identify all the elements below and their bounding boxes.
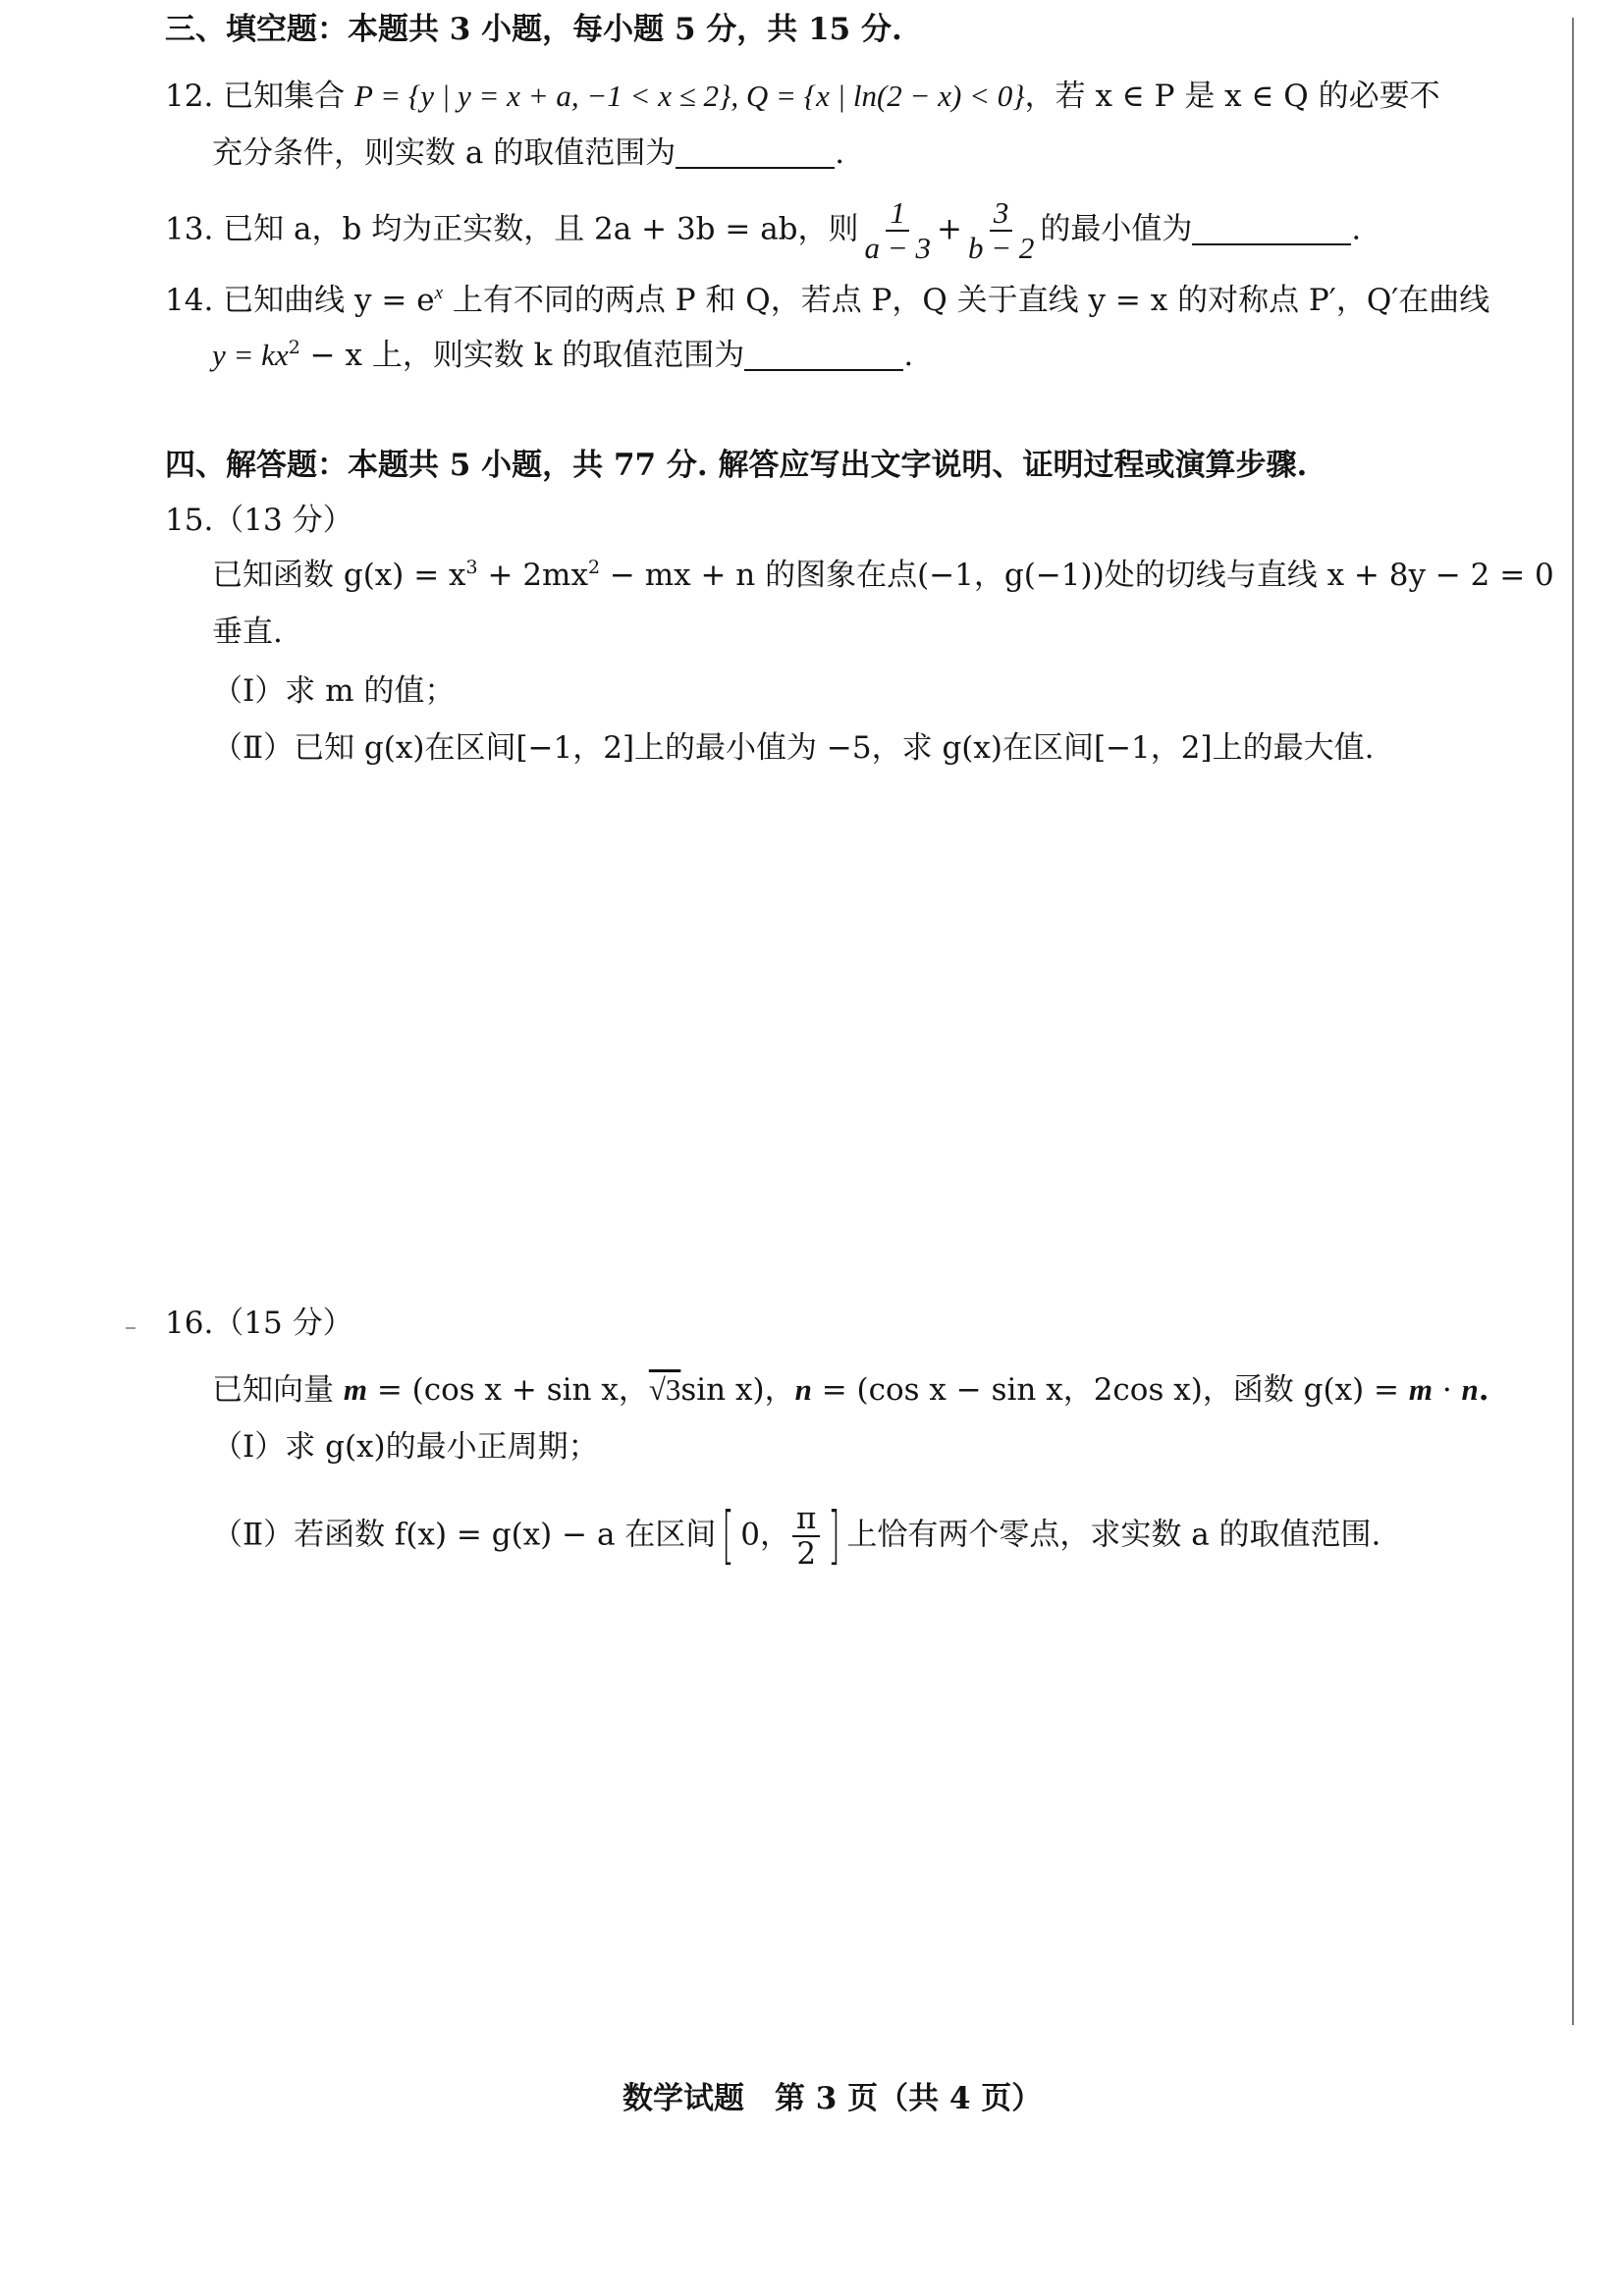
q12-text: 已知集合 (223, 79, 346, 114)
q16-header: 16.（15 分） (165, 1306, 353, 1341)
q14-number: 14. (165, 283, 214, 318)
q15-line1: 已知函数 $g(x) = x^3 + 2mx^2$ − mx + n 的图象在点(−1，g(−1))处的切线与直线 x + 8y − 2 = 0 (212, 557, 1554, 593)
q13-fraction-1: $\frac{1}{a - 3}$ (864, 195, 931, 265)
margin-rule (1572, 18, 1574, 2025)
q13-text: 已知 a，b 均为正实数，且 2a + 3b = ab，则 (223, 211, 859, 247)
q15-part2: （Ⅱ）已知 g(x)在区间[−1，2]上的最小值为 −5，求 g(x)在区间[−1，2]上的最大值. (212, 730, 1375, 766)
q13-number: 13. (165, 211, 214, 247)
q14-line1: 14. 已知曲线 $y = e^x$ 上有不同的两点 P 和 Q，若点 P，Q 关于直线 y = x 的对称点 P′，Q′在曲线 (165, 283, 1490, 318)
q14-ask: − x 上，则实数 k 的取值范围为 (299, 338, 745, 373)
q12-ask: 充分条件，则实数 a 的取值范围为 (212, 135, 676, 171)
q15-header: 15.（13 分） (165, 503, 353, 538)
q15-line2: 垂直. (212, 614, 283, 650)
q12-answer-blank[interactable] (676, 135, 835, 169)
margin-tick (126, 1327, 135, 1329)
section4-heading: 四、解答题：本题共 5 小题，共 77 分. 解答应写出文字说明、证明过程或演算步骤. (165, 448, 1308, 483)
q13-fraction-2: $\frac{3}{b - 2}$ (967, 195, 1035, 265)
q16-part1: （Ⅰ）求 g(x)的最小正周期； (212, 1429, 599, 1465)
q15-part1: （Ⅰ）求 m 的值； (212, 673, 456, 709)
q14-line2: $y = kx^2 - x$ 上，则实数 k 的取值范围为 . (212, 337, 914, 373)
q12-line2: 充分条件，则实数 a 的取值范围为 . (212, 135, 845, 171)
q12-condition: ，若 x ∈ P 是 x ∈ Q 的必要不 (1024, 79, 1440, 114)
q16-part2: （Ⅱ）若函数 f(x) = g(x) − a 在区间[ 0， $\frac{\pi}{2}$ ] 上恰有两个零点，求实数 a 的取值范围. (212, 1500, 1381, 1573)
q12-line1 (165, 75, 1440, 118)
q16-pi-fraction: $\frac{\pi}{2}$ (792, 1502, 820, 1571)
q12-number: 12. (165, 79, 214, 114)
q14-text: 已知曲线 y = e (223, 283, 435, 318)
q12-sets: P = {y | y = x + a, −1 < x ≤ 2}, Q = {x | ln(2 − x) < 0} (354, 79, 1025, 113)
section3-heading: 三、填空题：本题共 3 小题，每小题 5 分，共 15 分. (165, 12, 902, 47)
page-footer: 数学试题 第 3 页（共 4 页） (622, 2081, 1043, 2116)
q13-line: 13. 已知 a，b 均为正实数，且 2a + 3b = ab，则 $\frac{1}{a - 3}$ + $\frac{3}{b - 2}$ 的最小值为 . (165, 195, 1362, 265)
q13-answer-blank[interactable] (1192, 212, 1351, 245)
q13-ask: 的最小值为 (1040, 211, 1193, 247)
q16-line1: 已知向量 m = (cos x + sin x，√3sin x)，n = (cos x − sin x，2cos x)，函数 g(x) = m · n. (212, 1372, 1489, 1408)
q14-answer-blank[interactable] (744, 338, 903, 371)
